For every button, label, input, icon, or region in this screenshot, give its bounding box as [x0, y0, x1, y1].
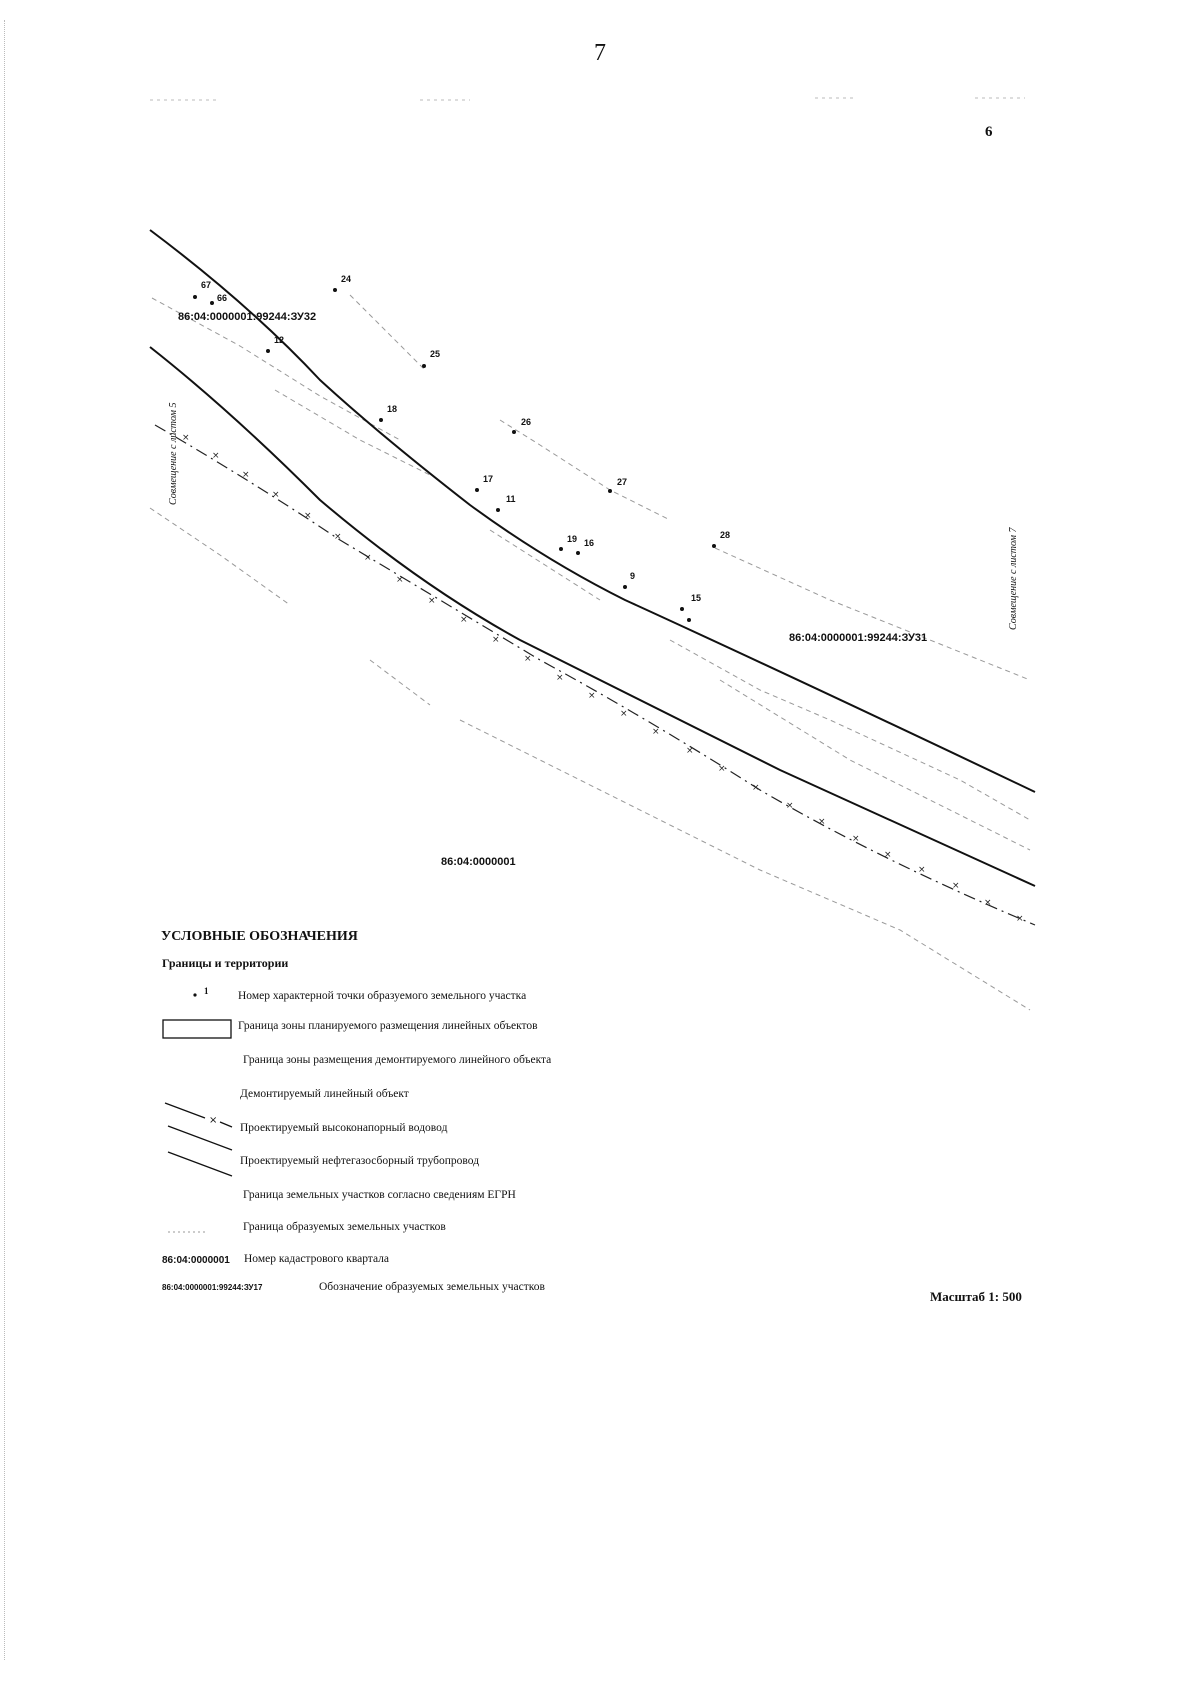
legend-item-point: Номер характерной точки образуемого земельного участка	[238, 990, 527, 1002]
svg-text:×: ×	[786, 801, 794, 811]
point-label: 28	[720, 530, 731, 540]
svg-text:×: ×	[364, 553, 372, 563]
point-label: 24	[341, 274, 352, 284]
svg-text:×: ×	[460, 615, 468, 625]
point-label: 9	[630, 571, 636, 581]
svg-text:×: ×	[852, 834, 860, 844]
scale-label: Масштаб 1: 500	[930, 1289, 1022, 1304]
point-label: 17	[483, 474, 494, 484]
legend-item-dismantle-zone: Граница зоны размещения демонтируемого линейного объекта	[243, 1054, 552, 1066]
legend-item-oil-gas-pipeline: Проектируемый нефтегазосборный трубопровод	[240, 1155, 480, 1167]
point-label: 67	[201, 280, 212, 290]
svg-text:×: ×	[182, 433, 190, 443]
svg-text:×: ×	[884, 850, 892, 860]
characteristic-points	[193, 288, 716, 622]
svg-text:×: ×	[918, 865, 926, 875]
svg-text:×: ×	[524, 654, 532, 664]
svg-text:×: ×	[588, 691, 596, 701]
point-label: 18	[387, 404, 398, 414]
point-label: 11	[506, 494, 516, 504]
svg-text:×: ×	[686, 746, 694, 756]
legend-item-egrn-boundary: Граница земельных участков согласно сведениям ЕГРН	[243, 1189, 516, 1201]
legend-item-new-parcel-boundary: Граница образуемых земельных участков	[243, 1221, 446, 1233]
dismantled-markers	[182, 433, 1024, 924]
point-label: 27	[617, 477, 628, 487]
legend-item-planned-zone: Граница зоны планируемого размещения линейных объектов	[238, 1020, 538, 1032]
parcel-label-zu31: 86:04:0000001:99244:ЗУ31	[789, 632, 928, 644]
dismantled-object	[155, 425, 1035, 925]
svg-text:×: ×	[652, 727, 660, 737]
svg-text:×: ×	[428, 596, 436, 606]
legend-item-dismantled-object: Демонтируемый линейный объект	[240, 1088, 409, 1100]
svg-text:×: ×	[212, 451, 220, 461]
legend-title: УСЛОВНЫЕ ОБОЗНАЧЕНИЯ	[161, 929, 358, 944]
legend-code-quarter: 86:04:0000001	[162, 1255, 230, 1266]
legend-subtitle: Границы и территории	[162, 956, 289, 970]
svg-text:×: ×	[242, 470, 250, 480]
svg-text:×: ×	[752, 783, 760, 793]
match-line-right: Совмещение с листом 7	[1008, 527, 1019, 630]
match-line-left: Совмещение с листом 5	[168, 402, 179, 505]
svg-text:×: ×	[818, 817, 826, 827]
svg-text:×: ×	[620, 709, 628, 719]
svg-text:×: ×	[556, 673, 564, 683]
svg-text:×: ×	[952, 881, 960, 891]
point-label: 26	[521, 417, 532, 427]
legend-item-parcel-designation: Обозначение образуемых земельных участков	[319, 1281, 545, 1293]
point-label: 12	[274, 335, 285, 345]
svg-text:×: ×	[718, 764, 726, 774]
svg-text:×: ×	[492, 635, 500, 645]
cadastral-quarter-label: 86:04:0000001	[441, 856, 516, 868]
point-label: 66	[217, 293, 228, 303]
svg-text:×: ×	[984, 898, 992, 908]
planned-pipeline	[150, 347, 1035, 886]
frame-top	[150, 98, 1025, 100]
svg-text:×: ×	[272, 490, 280, 500]
sheet-number: 6	[985, 124, 993, 140]
point-label: 15	[691, 593, 702, 603]
parcel-label-zu32: 86:04:0000001:99244:ЗУ32	[178, 311, 317, 323]
legend-point-sample: 1	[204, 986, 209, 996]
point-label: 25	[430, 349, 441, 359]
legend-item-water-pipeline: Проектируемый высоконапорный водовод	[240, 1122, 448, 1134]
svg-text:×: ×	[1016, 914, 1024, 924]
svg-text:×: ×	[209, 1115, 218, 1126]
svg-text:×: ×	[304, 511, 312, 521]
legend-item-quarter: Номер кадастрового квартала	[244, 1253, 390, 1265]
egrn-boundaries	[150, 295, 1030, 1010]
svg-text:×: ×	[396, 575, 404, 585]
legend-code-parcel: 86:04:0000001:99244:ЗУ17	[162, 1283, 263, 1292]
point-label: 16	[584, 538, 595, 548]
page-number: 7	[594, 40, 606, 66]
svg-text:×: ×	[334, 532, 342, 542]
point-label: 19	[567, 534, 578, 544]
